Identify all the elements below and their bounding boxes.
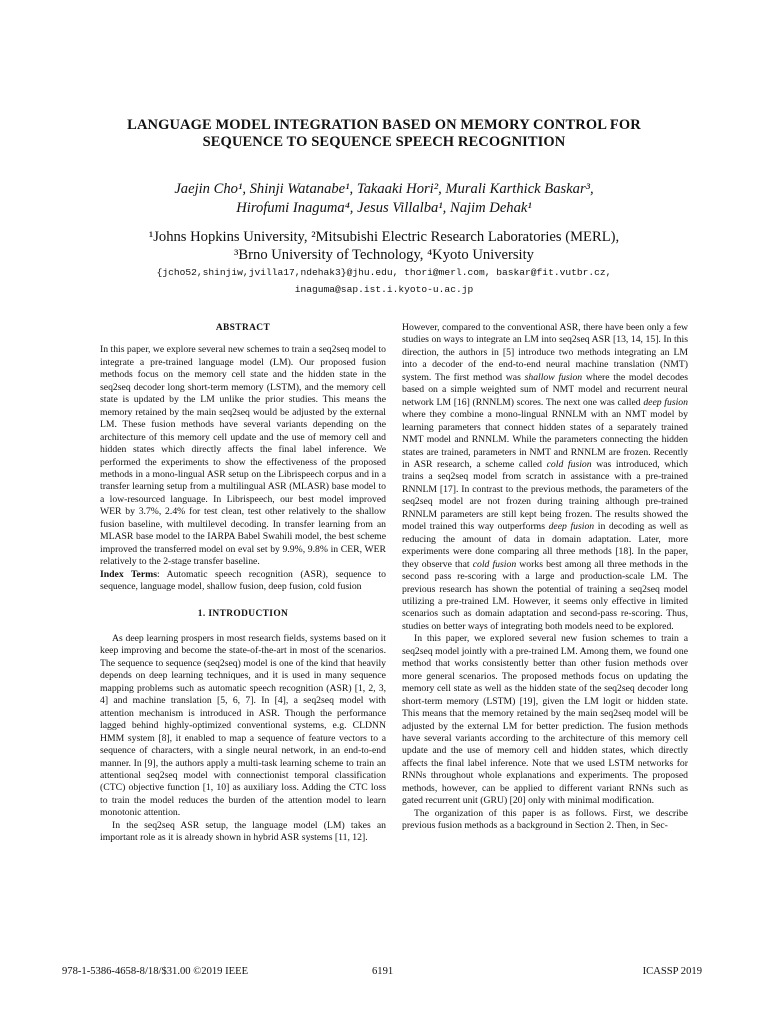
text-run: was introduced, which trains a seq2seq model from scratch in assistance with a pre-trained RNNLM [17]. In contrast to the previous methods, the parameters of the seq2seq model are not frozen during training although pre-trained RNNLM parameters are still kept being frozen. The results showed the model trained this way outperforms: [402, 458, 688, 533]
index-terms-label: Index Terms: [100, 568, 157, 580]
introduction-heading: 1. INTRODUCTION: [197, 608, 289, 619]
term-deep-fusion: deep fusion: [643, 396, 688, 408]
term-deep-fusion: deep fusion: [548, 521, 595, 533]
index-terms: [100, 569, 386, 594]
right-paragraph-1: [402, 322, 688, 633]
footer-page-number: 6191: [372, 966, 394, 977]
term-cold-fusion: cold fusion: [546, 458, 592, 470]
title-line-1: LANGUAGE MODEL INTEGRATION BASED ON MEMORY CONTROL FOR: [127, 117, 641, 133]
affiliations-line-2: ³Brno University of Technology, ⁴Kyoto University: [234, 247, 534, 263]
footer-isbn: 978-1-5386-4658-8/18/$31.00 ©2019 IEEE: [62, 966, 249, 977]
paper-title: [80, 117, 688, 151]
left-column: [100, 322, 386, 845]
text-run: where the model decodes based on a simple weighted sum of NMT model and recurrent neural network LM [16] (RNNLM) scores. The next one was called: [402, 371, 688, 408]
text-run: However, compared to the conventional ASR, there have been only a few studies on ways to integrate an LM into seq2seq ASR [13, 14, 15]. In this direction, the authors in [5] introduce two methods integrating an LM into a decoder of the end-to-end neural machine translation (NMT) system. The first method was: [402, 322, 688, 383]
affiliations: [80, 228, 688, 264]
term-shallow-fusion: shallow fusion: [524, 371, 583, 383]
authors-line-1: Jaejin Cho¹, Shinji Watanabe¹, Takaaki Hori², Murali Karthick Baskar³,: [174, 181, 594, 197]
right-column: [402, 322, 688, 833]
intro-paragraph-2: In the seq2seq ASR setup, the language model (LM) takes an important role as it is already shown in hybrid ASR systems [11, 12].: [100, 819, 386, 844]
emails-line-1: {jcho52,shinjiw,jvilla17,ndehak3}@jhu.edu, thori@merl.com, baskar@fit.vutbr.cz,: [156, 267, 612, 278]
right-paragraph-3: The organization of this paper is as follows. First, we describe previous fusion methods as a background in Section 2. Then, in Sec-: [402, 807, 688, 832]
index-terms-text: : Automatic speech recognition (ASR), sequence to sequence, language model, shallow fusion, deep fusion, cold fusion: [100, 568, 386, 593]
intro-paragraph-1: As deep learning prospers in most research fields, systems based on it keep improving and become the state-of-the-art in most of the scenarios. The sequence to sequence (seq2seq) model is one of the kind that heavily depends on deep learning techniques, and it is used in many sequence mapping problems such as automatic speech recognition (ASR) [1, 2, 3, 4] and machine translation [5, 6, 7]. In [4], a seq2seq model with attention mechanism is introduced in ASR. Though the performance lagged behind highly-optimized conventional systems, e.g. CLDNN HMM system [8], it enabled to map a sequence of feature vectors to a sequence of characters, with a single neural network, in an end-to-end manner. In [9], the authors apply a multi-task learning scheme to train an attentional seq2seq model with connectionist temporal classification (CTC) objective function [1, 10] as auxiliary loss. Adding the CTC loss to train the model reduces the burden of the attention model to learn monotonic attention.: [100, 632, 386, 819]
author-list: [80, 180, 688, 218]
title-line-2: SEQUENCE TO SEQUENCE SPEECH RECOGNITION: [202, 134, 566, 150]
text-run: works best among all three methods in the second pass re-scoring with a large and production-scale LM. The previous research has shown the potential of training a seq2seq model utilizing a pre-trained LM. However, it seems only effective in limited scenarios such as domain adaptation and second-pass re-scoring. Thus, studies on better ways of integrating both models need to be explored.: [402, 558, 688, 632]
authors-line-2: Hirofumi Inaguma⁴, Jesus Villalba¹, Najim Dehak¹: [236, 200, 532, 216]
emails-line-2: inaguma@sap.ist.i.kyoto-u.ac.jp: [294, 284, 474, 295]
author-emails: [80, 264, 688, 298]
affiliations-line-1: ¹Johns Hopkins University, ²Mitsubishi Electric Research Laboratories (MERL),: [148, 229, 620, 245]
text-run: in decoding as well as reducing the amount of data in domain adaptation. Later, more experiments were done comparing all three methods [18]. In the paper, they observe that: [402, 521, 688, 570]
footer-conference: ICASSP 2019: [642, 966, 702, 977]
text-run: where they combine a mono-lingual RNNLM with an NMT model by learning parameters that connect hidden states of a separately trained NMT model and RNNLM. While the parameters connecting the hidden states are trained, parameters in NMT and RNNLM are frozen. Recently in ASR research, a scheme called: [402, 409, 688, 470]
right-paragraph-2: In this paper, we explored several new fusion schemes to train a seq2seq model jointly with a pre-trained LM. Among them, we found one method that works consistently better than other fusion methods over more general scenarios. The proposed methods focus on updating the memory cell state as well as the hidden state of the seq2seq decoder long short-term memory (LSTM) [19], given the LM logit or hidden state. This means that the memory retained by the main seq2seq model will be adjusted by the external LM for better prediction. The fusion methods have several variants according to the architecture of this memory cell update and the use of memory cell and hidden states, which directly affects the final label inference. Note that we used LSTM networks for RNNs throughout whole explanations and experiments. The proposed methods, however, can be applied to different variant RNNs such as gated recurrent unit (GRU) [20] only with minimal modification.: [402, 633, 688, 807]
term-cold-fusion: cold fusion: [472, 558, 517, 570]
abstract-heading: ABSTRACT: [215, 323, 271, 333]
abstract-text: In this paper, we explore several new schemes to train a seq2seq model to integrate a pre-trained language model (LM). Our proposed fusion methods focus on the memory cell state and the hidden state in the seq2seq decoder long short-term memory (LSTM), and the memory cell state is updated by the LM unlike the prior studies. This means the memory retained by the main seq2seq would be adjusted by the external LM. These fusion methods have several variants depending on the architecture of this memory cell update and the use of memory cell and hidden states which directly affects the final label inference. We performed the experiments to show the effectiveness of the proposed methods in a mono-lingual ASR setup on the Librispeech corpus and in a transfer learning setup from a multilingual ASR (MLASR) base model to a low-resourced language. In Librispeech, our best model improved WER by 3.7%, 2.4% for test clean, test other relatively to the shallow fusion baseline, with multilevel decoding. In transfer learning from an MLASR base model to the IARPA Babel Swahili model, the best scheme improved the transferred model on eval set by 9.9%, 9.8% in CER, WER relatively to the 2-stage transfer baseline.: [100, 344, 386, 568]
